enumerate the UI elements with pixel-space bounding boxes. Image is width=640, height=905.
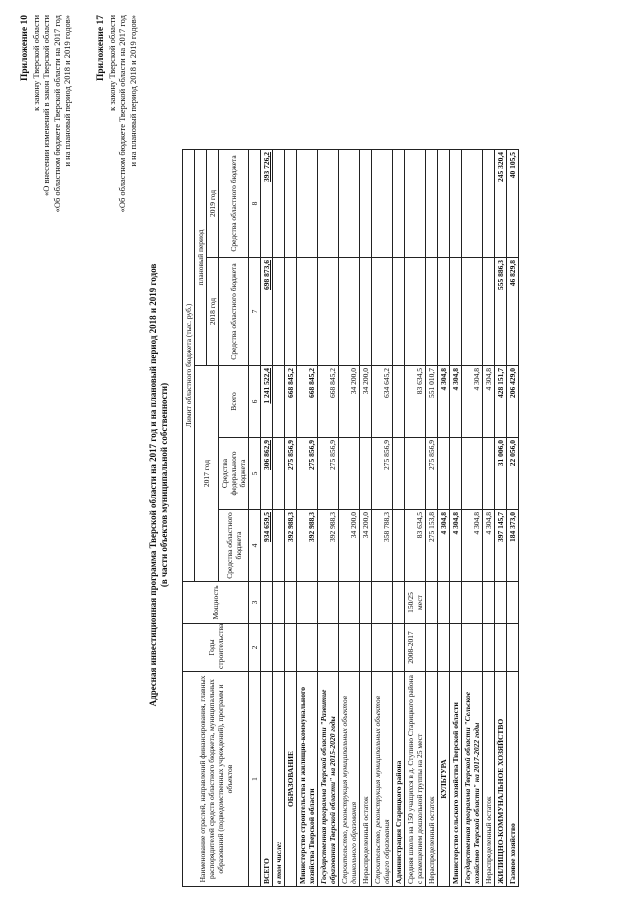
table-cell: 4 304,8 bbox=[483, 510, 495, 582]
row-name-cell: ЖИЛИЩНО-КОММУНАЛЬНОЕ ХОЗЯЙСТВО bbox=[495, 672, 507, 887]
table-cell: 275 856,9 bbox=[285, 438, 297, 510]
header-limit: Лимит областного бюджета (тыс. руб.) bbox=[183, 149, 195, 581]
table-cell bbox=[495, 624, 507, 672]
table-cell: 22 056,0 bbox=[507, 438, 519, 510]
table-cell bbox=[393, 510, 405, 582]
table-cell bbox=[360, 624, 372, 672]
appendix-17-line: и на плановый период 2018 и 2019 годов» bbox=[127, 15, 138, 167]
table-cell: 358 788,3 bbox=[372, 510, 393, 582]
table-row bbox=[426, 149, 438, 886]
table-cell bbox=[438, 582, 450, 624]
table-cell bbox=[405, 258, 426, 366]
table-cell: 83 634,5 bbox=[405, 510, 426, 582]
table-cell bbox=[393, 258, 405, 366]
table-cell bbox=[273, 366, 285, 438]
appendix-10-line: «О внесении изменений в закон Тверской области bbox=[41, 15, 51, 196]
table-cell: 392 988,3 bbox=[318, 510, 339, 582]
document-title-line: Адресная инвестиционная программа Тверской области на 2017 год и на плановый период 2018 и 2019 годов bbox=[148, 263, 158, 707]
table-cell: 275 856,9 bbox=[372, 438, 393, 510]
table-row bbox=[507, 149, 519, 886]
table-cell: 4 304,8 bbox=[438, 510, 450, 582]
table-row bbox=[495, 149, 507, 886]
table-cell bbox=[318, 582, 339, 624]
table-cell bbox=[393, 582, 405, 624]
header-total-2017: Всего bbox=[219, 366, 249, 438]
appendix-10-line: к закону Тверской области bbox=[30, 15, 41, 111]
table-cell: 428 151,7 bbox=[495, 366, 507, 438]
table-cell: 275 856,9 bbox=[318, 438, 339, 510]
table-cell bbox=[318, 624, 339, 672]
appendix-17-line: к закону Тверской области bbox=[106, 15, 117, 111]
header-regional-2018: Средства областного бюджета bbox=[219, 258, 249, 366]
table-row bbox=[438, 149, 450, 886]
table-cell: 2008-2017 bbox=[405, 624, 426, 672]
table-cell bbox=[450, 438, 462, 510]
table-cell bbox=[393, 149, 405, 257]
table-cell bbox=[273, 149, 285, 257]
row-name-cell: Государственная программа Тверской области "Развитие образования Тверской области" на 2015-2020 годы bbox=[318, 672, 339, 887]
row-name-cell: Газовое хозяйство bbox=[507, 672, 519, 887]
table-cell: 668 845,2 bbox=[318, 366, 339, 438]
table-cell: 397 145,7 bbox=[495, 510, 507, 582]
table-row bbox=[318, 149, 339, 886]
table-cell bbox=[462, 438, 483, 510]
header-2019: 2019 год bbox=[207, 149, 219, 257]
table-cell bbox=[318, 149, 339, 257]
table-row bbox=[372, 149, 393, 886]
table-cell bbox=[495, 582, 507, 624]
row-name-cell: Администрация Старицкого района bbox=[393, 672, 405, 887]
row-name-cell: Министерство строительства и жилищно-коммунального хозяйства Тверской области bbox=[297, 672, 318, 887]
table-row bbox=[339, 149, 360, 886]
table-cell bbox=[261, 582, 273, 624]
table-cell bbox=[318, 258, 339, 366]
header-2018: 2018 год bbox=[207, 258, 219, 366]
row-name-cell: Нераспределенный остаток bbox=[426, 672, 438, 887]
table-cell bbox=[273, 582, 285, 624]
table-cell: 46 829,8 bbox=[507, 258, 519, 366]
column-number: 8 bbox=[249, 149, 261, 257]
column-number: 1 bbox=[249, 672, 261, 887]
table-cell: 934 659,5 bbox=[261, 510, 273, 582]
table-cell bbox=[507, 582, 519, 624]
table-cell bbox=[507, 624, 519, 672]
row-name-cell: Строительство, реконструкция муниципальных объектов общего образования bbox=[372, 672, 393, 887]
table-cell: 4 304,8 bbox=[450, 366, 462, 438]
investment-program-table bbox=[182, 149, 519, 887]
table-cell: 275 856,9 bbox=[426, 438, 438, 510]
table-cell bbox=[393, 366, 405, 438]
table-cell bbox=[462, 258, 483, 366]
header-federal-2017: Средства федерального бюджета bbox=[219, 438, 249, 510]
table-cell bbox=[360, 438, 372, 510]
table-cell: 4 304,8 bbox=[438, 366, 450, 438]
table-cell bbox=[297, 624, 318, 672]
table-cell: 34 200,0 bbox=[360, 510, 372, 582]
row-name-cell: Нераспределенный остаток bbox=[360, 672, 372, 887]
table-cell bbox=[360, 149, 372, 257]
table-cell bbox=[426, 258, 438, 366]
column-number: 7 bbox=[249, 258, 261, 366]
table-cell bbox=[450, 582, 462, 624]
table-cell: 150/25 мест bbox=[405, 582, 426, 624]
header-name: Наименование отраслей, направлений финансирования, главных распорядителей средств областного бюджета, муниципальных образований (подведомственных учреждений), программ и объектов bbox=[183, 672, 249, 887]
table-cell bbox=[483, 438, 495, 510]
table-cell: 31 006,0 bbox=[495, 438, 507, 510]
table-cell: 392 988,3 bbox=[285, 510, 297, 582]
table-cell: 34 200,0 bbox=[339, 366, 360, 438]
row-name-cell: в том числе: bbox=[273, 672, 285, 887]
table-cell: 634 645,2 bbox=[372, 366, 393, 438]
table-cell bbox=[483, 258, 495, 366]
header-regional-2019: Средства областного бюджета bbox=[219, 149, 249, 257]
table-cell bbox=[372, 624, 393, 672]
table-row bbox=[273, 149, 285, 886]
table-row bbox=[483, 149, 495, 886]
appendix-17-line: «Об областном бюджете Тверской области на 2017 год bbox=[117, 15, 127, 213]
table-cell bbox=[426, 624, 438, 672]
table-cell: 275 153,8 bbox=[426, 510, 438, 582]
row-name-cell: Государственная программа Тверской области "Сельское хозяйство Тверской области" на 2017-2022 годы bbox=[462, 672, 483, 887]
table-row bbox=[393, 149, 405, 886]
table-cell: 4 304,8 bbox=[450, 510, 462, 582]
table-cell bbox=[393, 624, 405, 672]
table-cell bbox=[372, 149, 393, 257]
row-name-cell: КУЛЬТУРА bbox=[438, 672, 450, 887]
appendix-10-line: и на плановый период 2018 и 2019 годов» bbox=[62, 15, 72, 167]
header-2017: 2017 год bbox=[195, 366, 219, 582]
table-cell bbox=[297, 258, 318, 366]
document-subtitle: (в части объектов муниципальной собственности) bbox=[159, 382, 169, 588]
column-number: 5 bbox=[249, 438, 261, 510]
table-cell bbox=[405, 149, 426, 257]
column-number: 6 bbox=[249, 366, 261, 438]
table-cell: 245 320,4 bbox=[495, 149, 507, 257]
table-cell bbox=[297, 582, 318, 624]
table-cell: 668 845,2 bbox=[285, 366, 297, 438]
document-title bbox=[148, 125, 170, 845]
table-row bbox=[405, 149, 426, 886]
row-name-cell: ОБРАЗОВАНИЕ bbox=[285, 672, 297, 887]
appendix-10-title: Приложение 10 bbox=[20, 15, 30, 82]
row-name-cell: ВСЕГО bbox=[261, 672, 273, 887]
table-cell bbox=[483, 582, 495, 624]
table-cell bbox=[372, 582, 393, 624]
table-cell: 83 634,5 bbox=[405, 366, 426, 438]
header-regional-2017: Средства областного бюджета bbox=[219, 510, 249, 582]
table-cell bbox=[483, 624, 495, 672]
column-number: 4 bbox=[249, 510, 261, 582]
table-body bbox=[249, 149, 519, 886]
row-name-cell: Нераспределенный остаток bbox=[483, 672, 495, 887]
table-cell bbox=[393, 438, 405, 510]
table-cell bbox=[339, 582, 360, 624]
table-cell: 555 886,3 bbox=[495, 258, 507, 366]
header-years: Годы строительства bbox=[183, 624, 249, 672]
table-cell: 34 200,0 bbox=[360, 366, 372, 438]
table-cell: 392 988,3 bbox=[297, 510, 318, 582]
column-number-row bbox=[249, 149, 261, 886]
table-row bbox=[450, 149, 462, 886]
table-cell bbox=[360, 582, 372, 624]
header-capacity: Мощность bbox=[183, 582, 249, 624]
table-cell bbox=[462, 582, 483, 624]
table-cell bbox=[450, 258, 462, 366]
table-cell bbox=[426, 149, 438, 257]
table-cell bbox=[438, 438, 450, 510]
table-cell bbox=[483, 149, 495, 257]
table-cell: 4 304,8 bbox=[462, 366, 483, 438]
table-cell bbox=[297, 149, 318, 257]
table-cell bbox=[372, 258, 393, 366]
table-row bbox=[297, 149, 318, 886]
table-cell bbox=[450, 149, 462, 257]
table-row bbox=[285, 149, 297, 886]
row-name-cell: Министерство сельского хозяйства Тверской области bbox=[450, 672, 462, 887]
table-cell: 393 726,2 bbox=[261, 149, 273, 257]
table-cell: 698 873,6 bbox=[261, 258, 273, 366]
table-cell bbox=[273, 438, 285, 510]
table-cell bbox=[285, 624, 297, 672]
table-cell bbox=[360, 258, 372, 366]
table-cell bbox=[438, 149, 450, 257]
table-cell bbox=[426, 582, 438, 624]
table-cell bbox=[285, 258, 297, 366]
table-cell: 306 862,9 bbox=[261, 438, 273, 510]
row-name-cell: Средняя школа на 150 учащихся в д. Ступино Старицкого района с размещением дошкольной группы на 25 мест bbox=[405, 672, 426, 887]
column-number: 3 bbox=[249, 582, 261, 624]
table-cell: 34 200,0 bbox=[339, 510, 360, 582]
table-cell bbox=[261, 624, 273, 672]
table-cell bbox=[462, 624, 483, 672]
appendix-10-line: «Об областном бюджете Тверской области на 2017 год bbox=[51, 15, 62, 213]
appendix-17-block bbox=[96, 15, 138, 375]
table-cell bbox=[285, 149, 297, 257]
table-cell: 4 304,8 bbox=[483, 366, 495, 438]
table-cell: 1 241 522,4 bbox=[261, 366, 273, 438]
appendix-10-block bbox=[20, 15, 73, 345]
table-cell bbox=[462, 149, 483, 257]
table-cell: 4 304,8 bbox=[462, 510, 483, 582]
table-row bbox=[360, 149, 372, 886]
header-plan-period: плановый период bbox=[195, 149, 207, 365]
table-cell: 184 373,0 bbox=[507, 510, 519, 582]
table-cell bbox=[339, 624, 360, 672]
appendix-17-title: Приложение 17 bbox=[96, 15, 106, 82]
table-cell bbox=[438, 624, 450, 672]
table-cell bbox=[273, 510, 285, 582]
table-cell: 668 845,2 bbox=[297, 366, 318, 438]
table-cell bbox=[450, 624, 462, 672]
table-cell: 206 429,0 bbox=[507, 366, 519, 438]
table-cell bbox=[285, 582, 297, 624]
table-cell bbox=[273, 624, 285, 672]
row-name-cell: Строительство, реконструкция муниципальных объектов дошкольного образования bbox=[339, 672, 360, 887]
table-row bbox=[261, 149, 273, 886]
table-cell bbox=[339, 149, 360, 257]
table-cell bbox=[438, 258, 450, 366]
table-row bbox=[462, 149, 483, 886]
table-cell: 551 010,7 bbox=[426, 366, 438, 438]
table-cell: 40 105,5 bbox=[507, 149, 519, 257]
table-cell bbox=[405, 438, 426, 510]
table-cell: 275 856,9 bbox=[297, 438, 318, 510]
column-number: 2 bbox=[249, 624, 261, 672]
table-cell bbox=[273, 258, 285, 366]
table-cell bbox=[339, 438, 360, 510]
table-cell bbox=[339, 258, 360, 366]
